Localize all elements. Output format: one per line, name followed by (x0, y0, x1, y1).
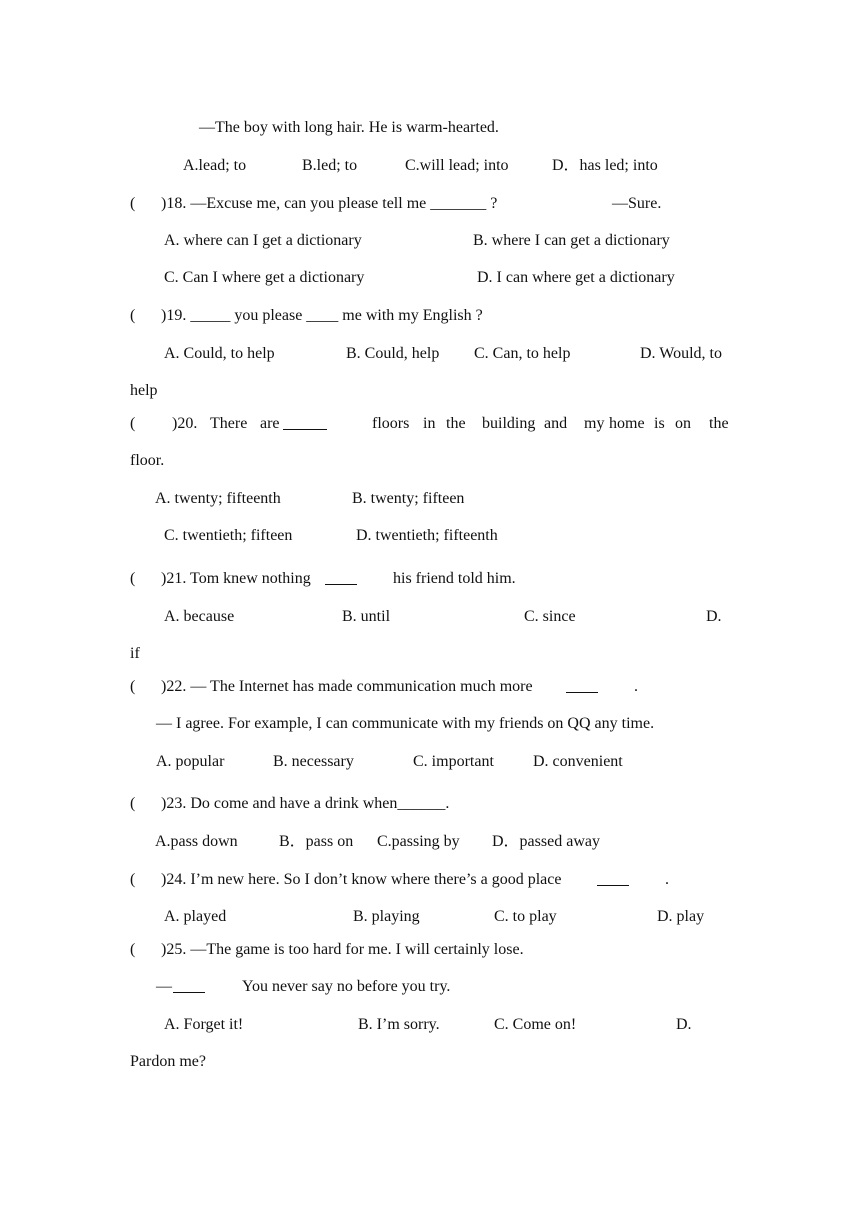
q25-stem: )25. —The game is too hard for me. I will certainly lose. (161, 941, 524, 958)
q25-reply: You never say no before you try. (242, 978, 451, 995)
q24-paren: ( (130, 871, 136, 888)
q19-option-a: A. Could, to help (164, 345, 275, 362)
q22-blank (566, 677, 634, 697)
q23-option-d: D．passed away (492, 833, 600, 850)
q20-word: is (654, 415, 665, 432)
q24-option-b: B. playing (353, 908, 420, 925)
q22-option-a: A. popular (156, 753, 225, 770)
q17-option-b: B.led; to (302, 157, 358, 174)
q20-wrap: floor. (130, 452, 165, 469)
q17-option-c: C.will lead; into (405, 157, 509, 174)
q19-wrap: help (130, 382, 158, 399)
q21-stem-end: his friend told him. (393, 570, 516, 587)
q22-paren: ( (130, 678, 136, 695)
q17-option-a: A.lead; to (183, 157, 247, 174)
q25-option-b: B. I’m sorry. (358, 1016, 440, 1033)
q22-stem: )22. — The Internet has made communication much more (161, 678, 533, 695)
q23-option-b: B．pass on (279, 833, 354, 850)
q24-stem-end: . (665, 871, 669, 888)
q22-stem-end: . (634, 678, 638, 695)
q21-blank (325, 569, 393, 589)
q20-word: the (446, 415, 466, 432)
q17-option-d: D．has led; into (552, 157, 658, 174)
q21-wrap: if (130, 645, 140, 662)
q18-option-c: C. Can I where get a dictionary (164, 269, 365, 286)
q18-option-b: B. where I can get a dictionary (473, 232, 670, 249)
q19-stem: )19. _____ you please ____ me with my English ? (161, 307, 483, 324)
q19-option-d: D. Would, to (640, 345, 722, 362)
q24-stem: )24. I’m new here. So I don’t know where there’s a good place (161, 871, 562, 888)
q22-option-b: B. necessary (273, 753, 354, 770)
q24-option-d: D. play (657, 908, 705, 925)
q21-stem: )21. Tom knew nothing (161, 570, 311, 587)
q18-option-a: A. where can I get a dictionary (164, 232, 362, 249)
q25-option-d: D. (676, 1016, 692, 1033)
q18-reply: —Sure. (612, 195, 662, 212)
q20-word: my (584, 415, 605, 432)
q18-option-d: D. I can where get a dictionary (477, 269, 675, 286)
q20-blank (283, 414, 371, 434)
q22-option-d: D. convenient (533, 753, 623, 770)
q25-blank (173, 977, 242, 997)
q20-word: building (482, 415, 536, 432)
q23-paren: ( (130, 795, 136, 812)
q20-option-d: D. twentieth; fifteenth (356, 527, 498, 544)
q24-option-a: A. played (164, 908, 227, 925)
q25-option-c: C. Come on! (494, 1016, 577, 1033)
q23-option-c: C.passing by (377, 833, 460, 850)
q20-word: the (709, 415, 729, 432)
q25-reply-dash: — (156, 978, 172, 995)
q22-option-c: C. important (413, 753, 494, 770)
q22-reply: — I agree. For example, I can communicate with my friends on QQ any time. (156, 715, 655, 732)
q21-option-c: C. since (524, 608, 576, 625)
q20-option-c: C. twentieth; fifteen (164, 527, 293, 544)
q20-number: )20. (172, 415, 198, 432)
q25-paren: ( (130, 941, 136, 958)
q19-option-c: C. Can, to help (474, 345, 571, 362)
q17-answer-line: —The boy with long hair. He is warm-hearted. (199, 119, 499, 136)
q20-word: and (544, 415, 568, 432)
q24-option-c: C. to play (494, 908, 557, 925)
q18-stem: )18. —Excuse me, can you please tell me _______ ? (161, 195, 498, 212)
q20-word: floors (372, 415, 410, 432)
q19-option-b: B. Could, help (346, 345, 440, 362)
q24-blank (597, 870, 665, 890)
q25-wrap: Pardon me? (130, 1053, 206, 1070)
q21-option-a: A. because (164, 608, 235, 625)
q18-paren: ( (130, 195, 136, 212)
q20-word: on (675, 415, 691, 432)
q20-paren: ( (130, 415, 136, 432)
q23-option-a: A.pass down (155, 833, 238, 850)
q20-option-b: B. twenty; fifteen (352, 490, 465, 507)
q20-word: There (210, 415, 248, 432)
q20-word: in (423, 415, 436, 432)
q21-option-b: B. until (342, 608, 391, 625)
q21-option-d: D. (706, 608, 722, 625)
q25-option-a: A. Forget it! (164, 1016, 244, 1033)
q23-stem: )23. Do come and have a drink when______. (161, 795, 450, 812)
q20-option-a: A. twenty; fifteenth (155, 490, 281, 507)
q19-paren: ( (130, 307, 136, 324)
q20-word: are (260, 415, 280, 432)
q20-word: home (609, 415, 645, 432)
q21-paren: ( (130, 570, 136, 587)
